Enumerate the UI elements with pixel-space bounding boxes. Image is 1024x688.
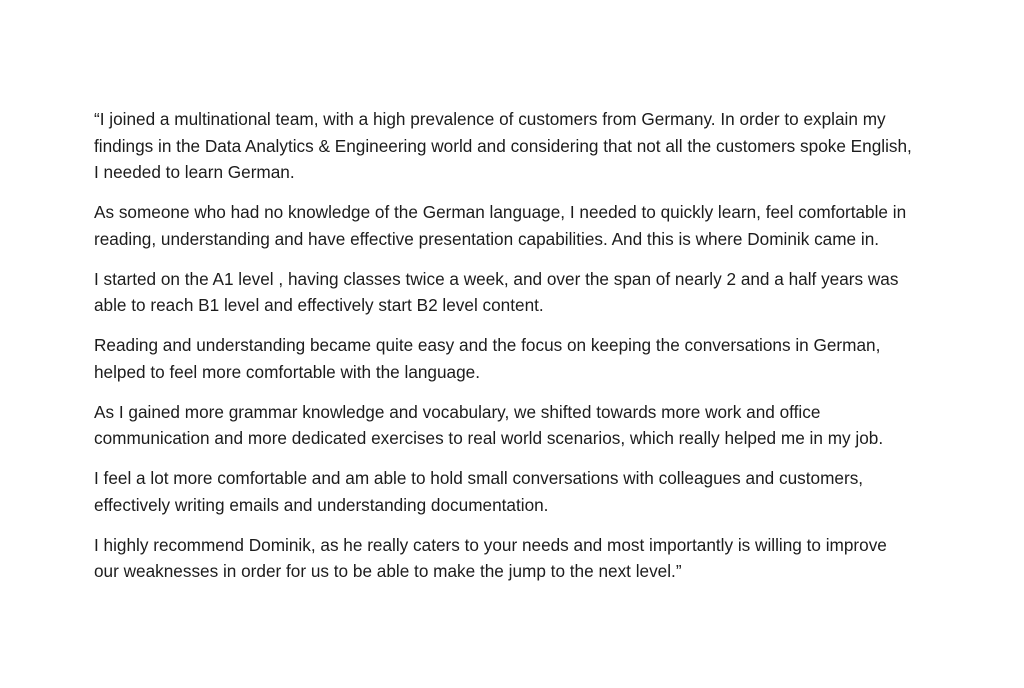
paragraph-intro: “I joined a multinational team, with a high prevalence of customers from Germany. In order to explain my findings in the Data Analytics & Engineering world and considering that not all the customers spoke English, I needed to learn German.: [94, 109, 912, 182]
testimonial-text: [94, 106, 914, 598]
paragraph-recommendation: I highly recommend Dominik, as he really caters to your needs and most importantly is willing to improve our weaknesses in order for us to be able to make the jump to the next level.”: [94, 534, 887, 581]
paragraph-reading: Reading and understanding became quite easy and the focus on keeping the conversations in German, helped to feel more comfortable with the language.: [94, 335, 881, 382]
paragraph-grammar: As I gained more grammar knowledge and vocabulary, we shifted towards more work and office communication and more dedicated exercises to real world scenarios, which really helped me in my job.: [94, 401, 884, 448]
paragraph-comfort: I feel a lot more comfortable and am able to hold small conversations with colleagues and customers, effectively writing emails and understanding documentation.: [94, 468, 864, 515]
paragraph-background: As someone who had no knowledge of the German language, I needed to quickly learn, feel comfortable in reading, understanding and have effective presentation capabilities. And this is where Dominik came in.: [94, 202, 907, 249]
paragraph-progress: I started on the A1 level , having classes twice a week, and over the span of nearly 2 and a half years was able to reach B1 level and effectively start B2 level content.: [94, 268, 899, 315]
